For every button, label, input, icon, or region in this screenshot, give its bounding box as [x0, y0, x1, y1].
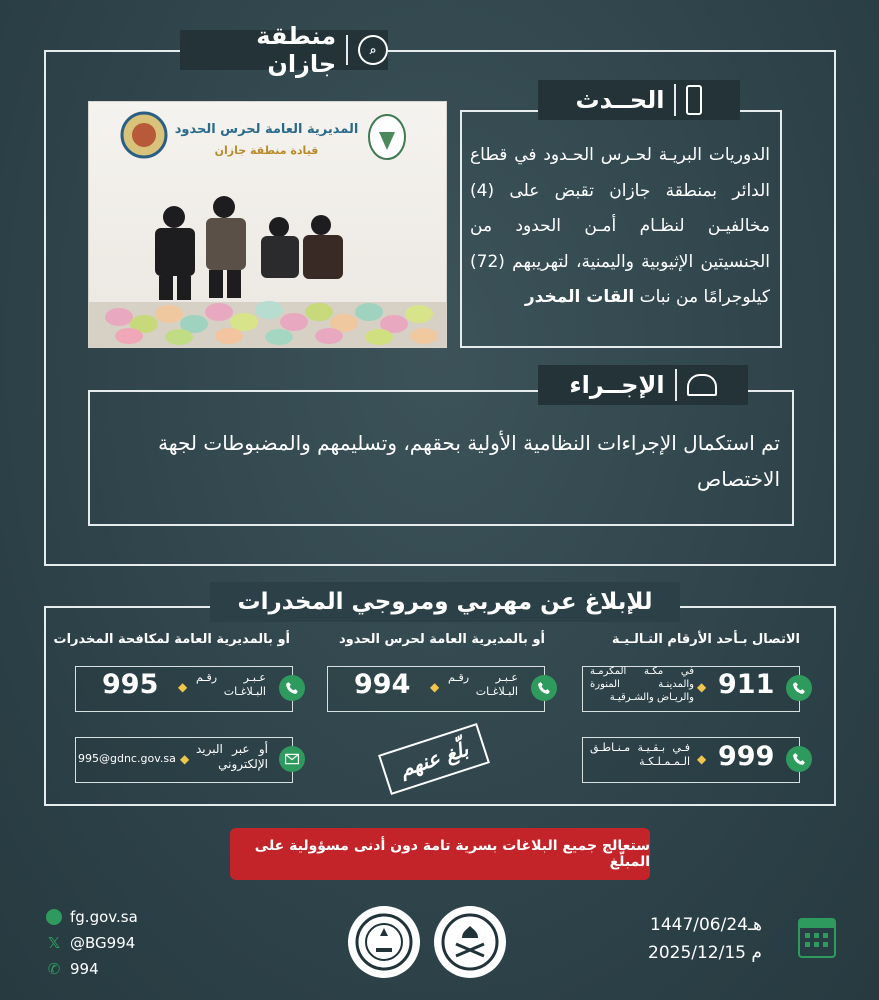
phone-icon: ✆	[47, 960, 61, 978]
siren-icon	[687, 374, 717, 396]
phone-icon[interactable]	[786, 746, 812, 772]
photo-banner-subtitle: قيادة منطقة جازان	[214, 144, 319, 157]
phone-text[interactable]: 994	[70, 960, 99, 978]
footer-phone[interactable]	[46, 960, 99, 978]
hotline-995-number: 995	[102, 669, 159, 700]
confidentiality-notice	[230, 828, 650, 880]
email-label: أو عبر البريد الإلكتروني	[196, 742, 268, 771]
event-text-main: الدوريات البريـة لحـرس الحـدود في قطاع الدائر بمنطقة جازان تقبض على (4) مخالفيـن لنظـام أمـن الحدود من الجنسيتين الإثيوبية واليمنية، لتهريبهم (72) كيلوجرامًا من نبات	[470, 145, 770, 307]
event-title: الحــدث	[575, 86, 665, 114]
chevron-icon: ◆	[697, 752, 707, 766]
email-icon[interactable]	[279, 746, 305, 772]
event-photo	[88, 101, 447, 348]
region-tag	[180, 22, 388, 78]
twitter-text[interactable]: @BG994	[70, 934, 136, 952]
date-gregorian: 2025/12/15 م	[648, 943, 762, 963]
photo-illustration	[89, 102, 446, 347]
chevron-icon: ◆	[178, 680, 188, 694]
border-guard-emblem	[348, 906, 420, 978]
phone-icon[interactable]	[786, 675, 812, 701]
hotline-911-number: 911	[718, 669, 775, 700]
action-description: تم استكمال الإجراءات النظامية الأولية بحقهم، وتسليمهم والمضبوطات لجهة الاختصاص	[158, 431, 780, 491]
footer-twitter[interactable]	[46, 934, 135, 952]
x-logo-icon: 𝕏	[47, 934, 61, 952]
photo-banner-title: المديرية العامة لحرس الحدود	[174, 122, 359, 137]
event-description	[470, 138, 770, 316]
chevron-icon: ◆	[430, 680, 440, 694]
hotline-994-label: عـبـر رقـم البـلاغـات	[448, 671, 518, 698]
action-title: الإجــراء	[569, 371, 665, 399]
hotline-994-number: 994	[354, 669, 411, 700]
calendar-icon	[798, 918, 836, 958]
phone-icon[interactable]	[279, 675, 305, 701]
hotline-999-number: 999	[718, 741, 775, 772]
warning-text: ستعالج جميع البلاغات بسرية تامة دون أدنى مسؤولية على المبلّغ	[254, 838, 650, 870]
phone-icon[interactable]	[531, 675, 557, 701]
report-title-text: للإبلاغ عن مهربي ومروجي المخدرات	[237, 589, 653, 615]
saudi-emblem	[434, 906, 506, 978]
col-right-head: الاتصال بـأحد الأرقام التـالـيـة	[611, 632, 800, 647]
action-tag	[538, 365, 748, 405]
region-title: منطقة جازان	[256, 22, 337, 78]
search-map-icon: ⌕	[358, 35, 388, 65]
event-text-bold: القات المخدر	[524, 287, 635, 307]
footer-website[interactable]	[46, 908, 138, 926]
walkie-talkie-icon	[686, 85, 702, 115]
website-text[interactable]: fg.gov.sa	[70, 908, 138, 926]
date-hijri: 1447/06/24هـ	[650, 915, 762, 935]
event-tag	[538, 80, 740, 120]
report-title	[210, 582, 680, 622]
email-address[interactable]: 995@gdnc.gov.sa	[78, 752, 176, 765]
col-mid-head: أو بالمديرية العامة لحرس الحدود	[339, 632, 545, 647]
globe-icon	[46, 909, 62, 925]
hotline-911-label: في مكـة المكرمـة والمدينـة المنورة والريـاض والشـرقيـة	[590, 666, 694, 703]
chevron-icon: ◆	[697, 680, 707, 694]
hotline-999-label: فـي بـقـيـة مـنـاطـق الـمـمـلـكـة	[590, 741, 690, 768]
hotline-995-label: عـبـر رقـم البـلاغـات	[196, 671, 266, 698]
stamp-text: بلّغ عنهم	[396, 736, 472, 782]
col-left-head: أو بالمديرية العامة لمكافحة المخدرات	[53, 632, 290, 647]
chevron-icon: ◆	[180, 752, 190, 766]
